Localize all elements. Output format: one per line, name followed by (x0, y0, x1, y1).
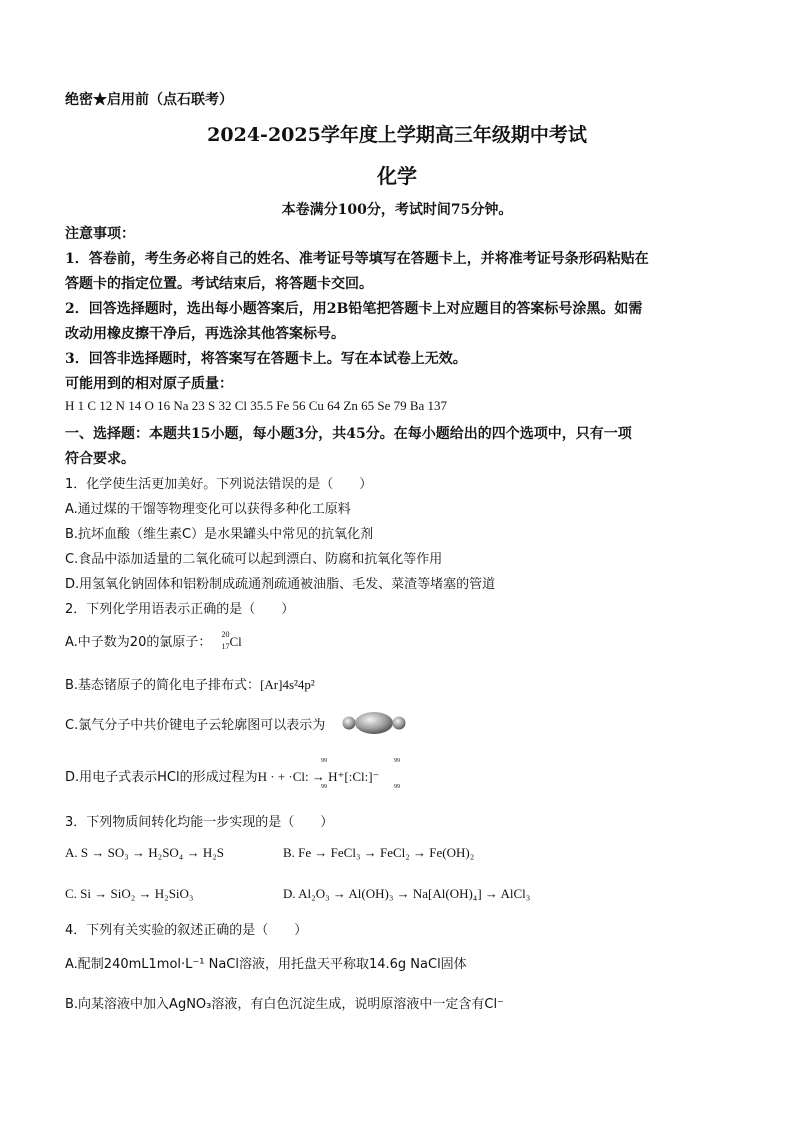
q2-option-a (65, 631, 242, 652)
q2-option-a-text: A.中子数为20的氯原子： (65, 635, 212, 650)
note-2b: 改动用橡皮擦干净后，再选涂其他答案标号。 (65, 326, 345, 342)
q2-option-c (65, 714, 325, 733)
q3-option-b: B. Fe → FeCl₃ → FeCl₂ → Fe(OH)₂ (283, 845, 475, 860)
section1-line2: 符合要求。 (65, 451, 135, 467)
note-3: 3．回答非选择题时，将答案写在答题卡上。写在本试卷上无效。 (65, 351, 467, 367)
nuclide-atomic-number: 17 (221, 641, 230, 651)
note-1a: 1．答卷前，考生务必将自己的姓名、准考证号等填写在答题卡上，并将准考证号条形码粘贴在 (65, 251, 649, 267)
q1-option-c: C.食品中添加适量的二氧化硫可以起到漂白、防腐和抗氧化等作用 (65, 552, 443, 567)
dot-mark-bottom-2: 99 (394, 784, 400, 790)
q1-stem: 1．化学使生活更加美好。下列说法错误的是（ ） (65, 477, 373, 492)
notes-heading: 注意事项： (65, 226, 135, 242)
q3-stem: 3．下列物质间转化均能一步实现的是（ ） (65, 815, 334, 830)
q1-option-b: B.抗坏血酸（维生素C）是水果罐头中常见的抗氧化剂 (65, 527, 374, 542)
atomic-masses: H 1 C 12 N 14 O 16 Na 23 S 32 Cl 35.5 Fe 56 Cu 64 Zn 65 Se 79 Ba 137 (65, 398, 448, 413)
q2-option-d-formula: H · + ·Cl: → H⁺[:Cl:]⁻ (257, 769, 380, 784)
dot-mark-bottom-1: 99 (321, 784, 327, 790)
q3-option-d: D. Al₂O₃ → Al(OH)₃ → Na[Al(OH)₄] → AlCl₃ (283, 886, 531, 901)
section1-line1: 一、选择题：本题共15小题，每小题3分，共45分。在每小题给出的四个选项中，只有一项 (65, 426, 632, 442)
q2-option-b (65, 674, 315, 693)
q2-stem: 2．下列化学用语表示正确的是（ ） (65, 602, 295, 617)
score-line: 本卷满分100分，考试时间75分钟。 (281, 202, 513, 218)
q4-option-b: B.向某溶液中加入AgNO₃溶液，有白色沉淀生成，说明原溶液中一定含有Cl⁻ (65, 997, 504, 1012)
nuclide-mass-number: 20 (221, 629, 230, 639)
secret-label: 绝密★启用前（点石联考） (65, 92, 233, 108)
q2-option-b-text: B.基态锗原子的简化电子排布式： (65, 678, 261, 693)
dot-mark-top-2: 99 (394, 758, 400, 764)
q3-option-a: A. S → SO₃ → H₂SO₄ → H₂S (65, 845, 224, 860)
q4-stem: 4．下列有关实验的叙述正确的是（ ） (65, 923, 308, 938)
q4-option-a: A.配制240mL1mol·L⁻¹ NaCl溶液，用托盘天平称取14.6g NaCl固体 (65, 957, 467, 972)
nuclide-notation (215, 629, 230, 652)
q3-option-c: C. Si → SiO₂ → H₂SiO₃ (65, 886, 194, 901)
dot-mark-top-1: 99 (321, 758, 327, 764)
q2-option-d-text: D.用电子式表示HCl的形成过程为 (65, 770, 258, 785)
nuclide-symbol: Cl (229, 634, 242, 649)
sigma-bond-orbital-image (341, 708, 407, 738)
subject-title: 化学 (377, 164, 417, 188)
q1-option-d: D.用氢氧化钠固体和铝粉制成疏通剂疏通被油脂、毛发、菜渣等堵塞的管道 (65, 577, 496, 592)
mass-heading: 可能用到的相对原子质量： (65, 376, 233, 392)
note-2a: 2．回答选择题时，选出每小题答案后，用2B铅笔把答题卡上对应题目的答案标号涂黑。如需 (65, 301, 643, 317)
exam-title: 2024-2025学年度上学期高三年级期中考试 (207, 124, 587, 146)
q1-option-a: A.通过煤的干馏等物理变化可以获得多种化工原料 (65, 502, 351, 517)
q2-option-d (65, 766, 379, 785)
q2-option-c-text: C.氯气分子中共价键电子云轮廓图可以表示为 (65, 718, 326, 733)
q2-option-b-formula: [Ar]4s²4p² (260, 677, 315, 692)
note-1b: 答题卡的指定位置。考试结束后，将答题卡交回。 (65, 276, 373, 292)
